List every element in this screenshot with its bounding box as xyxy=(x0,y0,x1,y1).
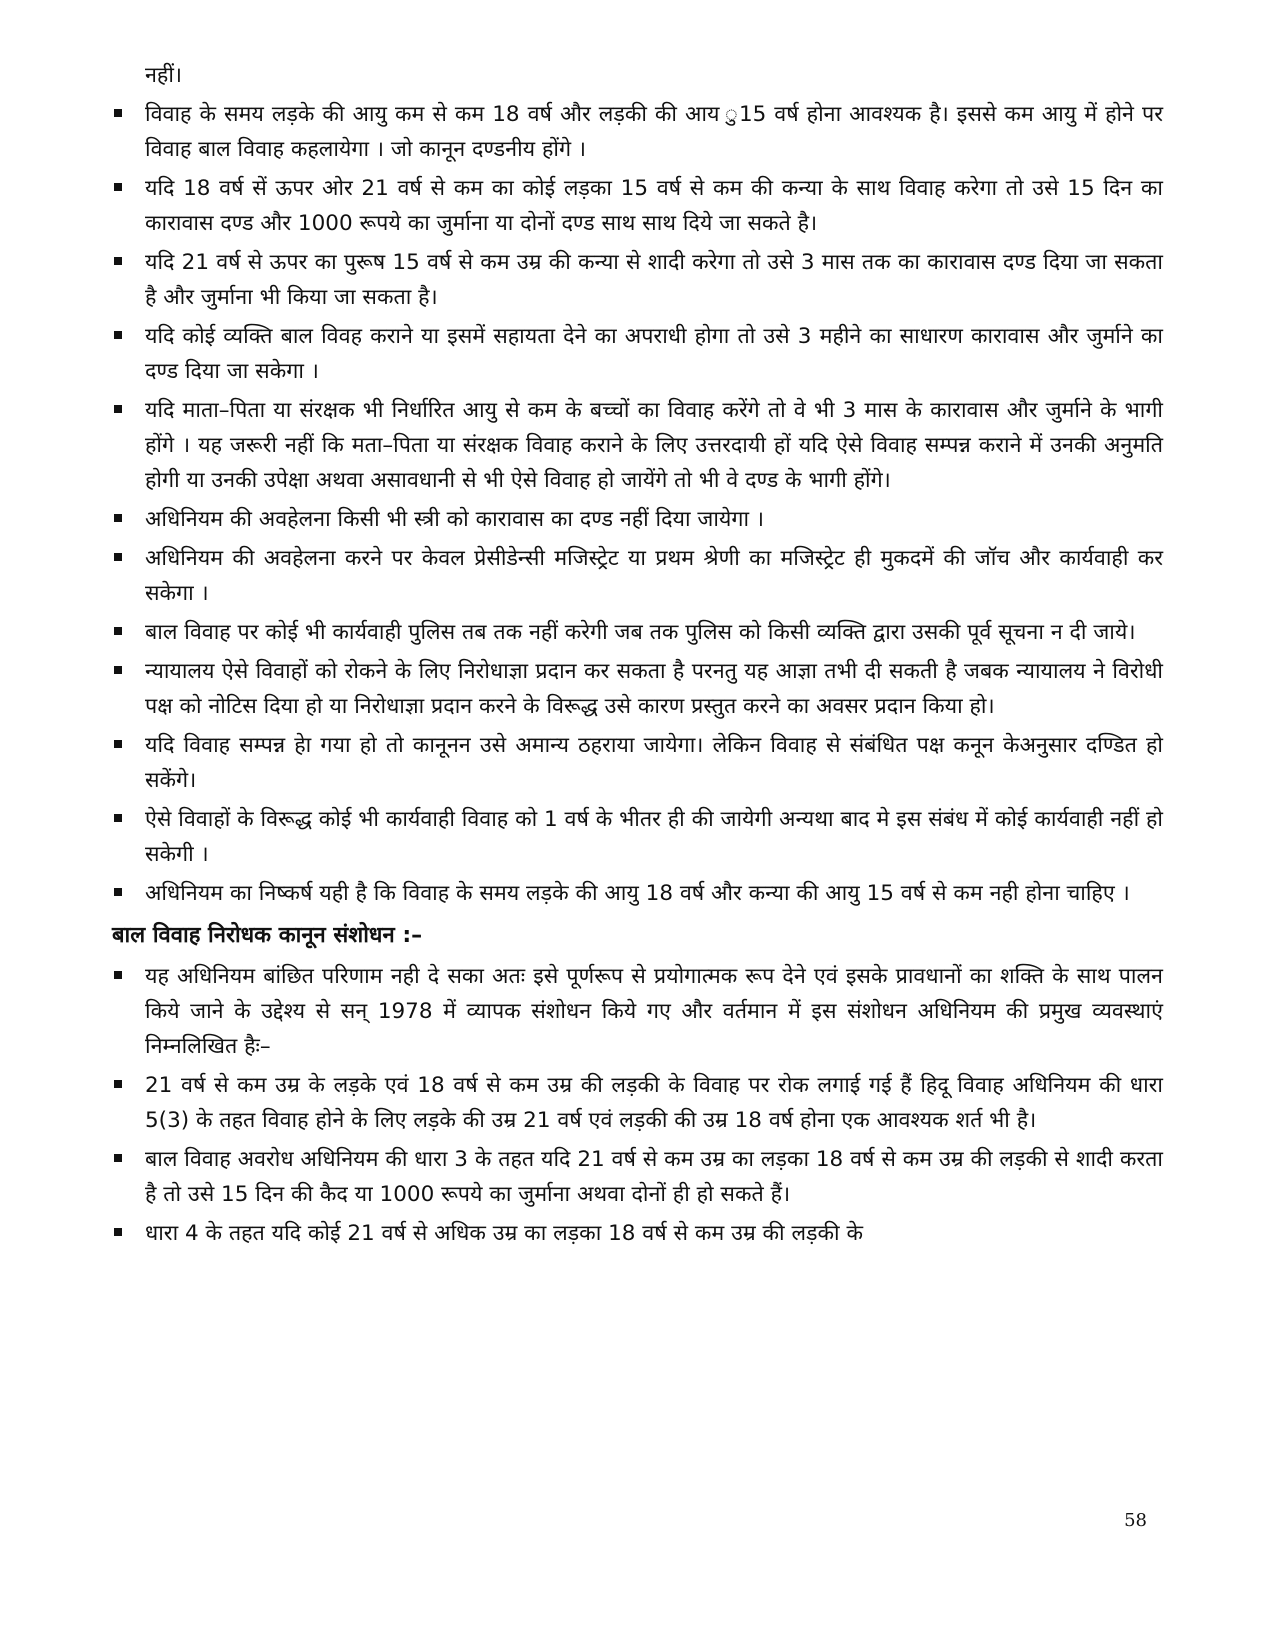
provisions-list xyxy=(112,97,1163,911)
list-item: बाल विवाह पर कोई भी कार्यवाही पुलिस तब तक नहीं करेगी जब तक पुलिस को किसी व्यक्ति द्वारा उसकी पूर्व सूचना न दी जाये। xyxy=(112,615,1163,650)
amendment-list xyxy=(112,959,1163,1251)
list-item: यदि 18 वर्ष सें ऊपर ओर 21 वर्ष से कम का कोई लड़का 15 वर्ष से कम की कन्या के साथ विवाह करेगा तो उसे 15 दिन का कारावास दण्ड और 1000 रूपये का जुर्माना या दोनों दण्ड साथ साथ दिये जा सकते है। xyxy=(112,171,1163,241)
section-heading: बाल विवाह निरोधक कानून संशोधन :– xyxy=(112,923,423,948)
square-bullet-icon xyxy=(114,740,122,748)
carry-over-text: नहीं। xyxy=(145,63,183,88)
list-item: 21 वर्ष से कम उम्र के लड़के एवं 18 वर्ष से कम उम्र की लड़की के विवाह पर रोक लगाई गई हैं हिदू विवाह अधिनियम की धारा 5(3) के तहत विवाह होने के लिए लड़के की उम्र 21 वर्ष एवं लड़की की उम्र 18 वर्ष होना एक आवश्यक शर्त भी है। xyxy=(112,1068,1163,1138)
list-item: ऐसे विवाहों के विरूद्ध कोई भी कार्यवाही विवाह को 1 वर्ष के भीतर ही की जायेगी अन्यथा बाद मे इस संबंध में कोई कार्यवाही नहीं हो सकेगी । xyxy=(112,802,1163,872)
list-item: यदि 21 वर्ष से ऊपर का पुरूष 15 वर्ष से कम उम्र की कन्या से शादी करेगा तो उसे 3 मास तक का कारावास दण्ड दिया जा सकता है और जुर्माना भी किया जा सकता है। xyxy=(112,245,1163,315)
list-item: बाल विवाह अवरोध अधिनियम की धारा 3 के तहत यदि 21 वर्ष से कम उम्र का लड़का 18 वर्ष से कम उम्र की लड़की से शादी करता है तो उसे 15 दिन की कैद या 1000 रूपये का जुर्माना अथवा दोनों ही हो सकते हैं। xyxy=(112,1142,1163,1212)
list-item: अधिनियम का निष्कर्ष यही है कि विवाह के समय लड़के की आयु 18 वर्ष और कन्या की आयु 15 वर्ष से कम नही होना चाहिए । xyxy=(112,876,1163,911)
square-bullet-icon xyxy=(114,971,122,979)
list-item: यदि माता–पिता या संरक्षक भी निर्धारित आयु से कम के बच्चों का विवाह करेंगे तो वे भी 3 मास के कारावास और जुर्माने के भागी होंगे । यह जरूरी नहीं कि मता–पिता या संरक्षक विवाह कराने के लिए उत्तरदायी हों यदि ऐसे विवाह सम्पन्न कराने में उनकी अनुमति होगी या उनकी उपेक्षा अथवा असावधानी से भी ऐसे विवाह हो जायेंगे तो भी वे दण्ड के भागी होंगे। xyxy=(112,393,1163,498)
list-item: धारा 4 के तहत यदि कोई 21 वर्ष से अधिक उम्र का लड़का 18 वर्ष से कम उम्र की लड़की के xyxy=(112,1216,1163,1251)
page-number: 58 xyxy=(1124,1510,1147,1531)
list-item: यह अधिनियम बांछित परिणाम नही दे सका अतः इसे पूर्णरूप से प्रयोगात्मक रूप देने एवं इसके प्रावधानों का शक्ति के साथ पालन किये जाने के उद्देश्य से सन् 1978 में व्यापक संशोधन किये गए और वर्तमान में इस संशोधन अधिनियम की प्रमुख व्यवस्थाएं निम्नलिखित हैः– xyxy=(112,959,1163,1064)
square-bullet-icon xyxy=(114,1080,122,1088)
square-bullet-icon xyxy=(114,1228,122,1236)
square-bullet-icon xyxy=(114,109,122,117)
square-bullet-icon xyxy=(114,666,122,674)
square-bullet-icon xyxy=(114,814,122,822)
square-bullet-icon xyxy=(114,1154,122,1162)
square-bullet-icon xyxy=(114,514,122,522)
list-item: न्यायालय ऐसे विवाहों को रोकने के लिए निरोधाज्ञा प्रदान कर सकता है परनतु यह आज्ञा तभी दी सकती है जबक न्यायालय ने विरोधी पक्ष को नोटिस दिया हो या निरोधाज्ञा प्रदान करने के विरूद्ध उसे कारण प्रस्तुत करने का अवसर प्रदान किया हो। xyxy=(112,654,1163,724)
list-item: यदि विवाह सम्पन्न हेा गया हो तो कानूनन उसे अमान्य ठहराया जायेगा। लेकिन विवाह से संबंधित पक्ष कनून केअनुसार दण्डित हो सकेंगे। xyxy=(112,728,1163,798)
list-item: अधिनियम की अवहेलना करने पर केवल प्रेसीडेन्सी मजिस्ट्रेट या प्रथम श्रेणी का मजिस्ट्रेट ही मुकदमें की जॉच और कार्यवाही कर सकेगा । xyxy=(112,541,1163,611)
list-item: यदि कोई व्यक्ति बाल विवह कराने या इसमें सहायता देने का अपराधी होगा तो उसे 3 महीने का साधारण कारावास और जुर्माने का दण्ड दिया जा सकेगा । xyxy=(112,319,1163,389)
square-bullet-icon xyxy=(114,183,122,191)
square-bullet-icon xyxy=(114,331,122,339)
list-item: अधिनियम की अवहेलना किसी भी स्त्री को कारावास का दण्ड नहीं दिया जायेगा । xyxy=(112,502,1163,537)
square-bullet-icon xyxy=(114,257,122,265)
square-bullet-icon xyxy=(114,405,122,413)
list-item: विवाह के समय लड़के की आयु कम से कम 18 वर्ष और लड़की की आय ु15 वर्ष होना आवश्यक है। इससे कम आयु में होने पर विवाह बाल विवाह कहलायेगा । जो कानून दण्डनीय होंगे । xyxy=(112,97,1163,167)
square-bullet-icon xyxy=(114,553,122,561)
square-bullet-icon xyxy=(114,888,122,896)
square-bullet-icon xyxy=(114,627,122,635)
